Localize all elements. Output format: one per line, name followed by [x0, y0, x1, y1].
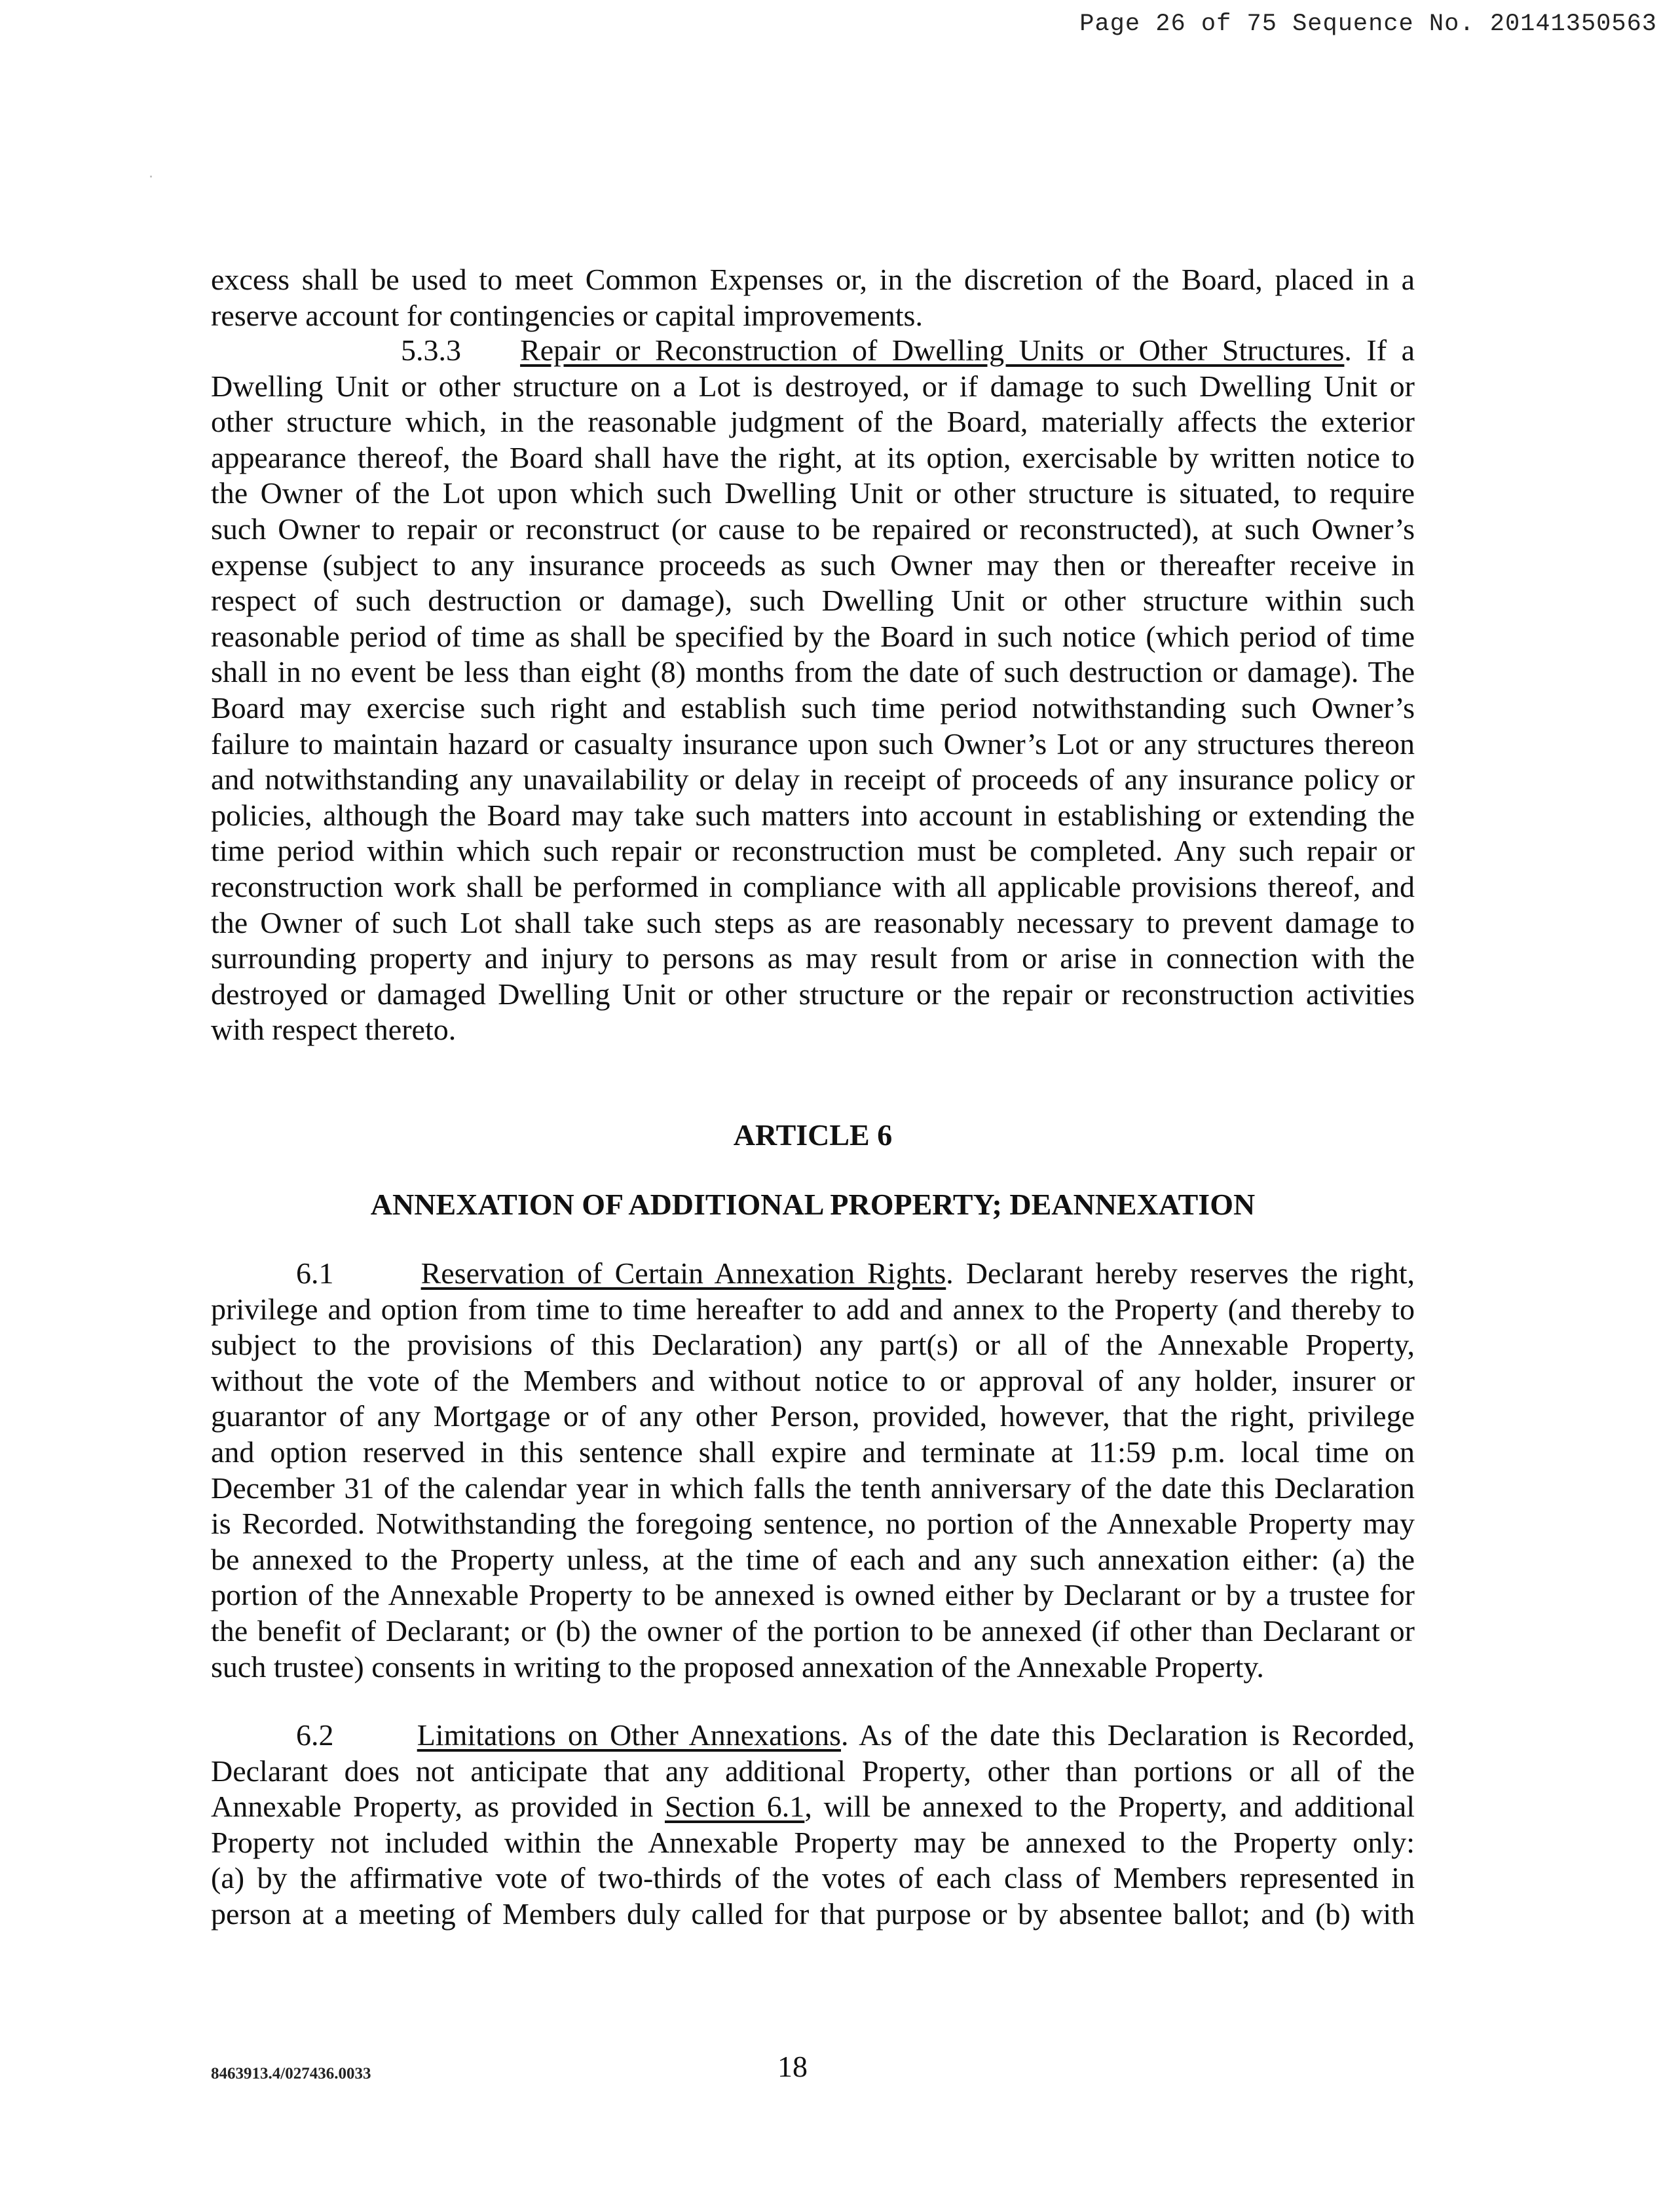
- section-first-line-rest: . Declarant hereby reserves the right,: [946, 1256, 1415, 1290]
- text-line: reasonable period of time as shall be specified by the Board in such notice (which period of time: [211, 619, 1415, 653]
- text-line: with respect thereto.: [211, 1013, 457, 1047]
- footer-page-number: 18: [777, 2050, 808, 2083]
- text-line: failure to maintain hazard or casualty insurance upon such Owner’s Lot or any structures thereon: [211, 726, 1415, 761]
- section-title: Repair or Reconstruction of Dwelling Units or Other Structures: [520, 333, 1345, 367]
- page-header: Page 26 of 75 Sequence No. 20141350563: [1079, 10, 1657, 38]
- text-line: and notwithstanding any unavailability or delay in receipt of proceeds of any insurance policy or: [211, 763, 1415, 797]
- text-line: privilege and option from time to time hereafter to add and annex to the Property (and thereby to: [211, 1292, 1415, 1326]
- scan-speck: [150, 176, 152, 178]
- text-line: Declarant does not anticipate that any additional Property, other than portions or all of the: [211, 1754, 1415, 1788]
- text-line: surrounding property and injury to persons as may result from or arise in connection with the: [211, 941, 1415, 975]
- text-line: portion of the Annexable Property to be annexed is owned either by Declarant or by a trustee for: [211, 1578, 1415, 1612]
- text-line: expense (subject to any insurance proceeds as such Owner may then or thereafter receive in: [211, 548, 1415, 582]
- article-number: ARTICLE 6: [733, 1118, 893, 1152]
- text-line: person at a meeting of Members duly called for that purpose or by absentee ballot; and (b) with: [211, 1896, 1415, 1931]
- text-line: and option reserved in this sentence shall expire and terminate at 11:59 p.m. local time on: [211, 1435, 1415, 1469]
- text-line: policies, although the Board may take such matters into account in establishing or extending the: [211, 798, 1415, 832]
- text-line: Dwelling Unit or other structure on a Lot is destroyed, or if damage to such Dwelling Unit or: [211, 369, 1415, 403]
- section-reference-link: Section 6.1: [664, 1790, 805, 1824]
- section-title: Reservation of Certain Annexation Rights: [420, 1256, 946, 1290]
- section-number: 6.2: [296, 1718, 334, 1752]
- text-line: guarantor of any Mortgage or of any other Person, provided, however, that the right, privilege: [211, 1399, 1415, 1433]
- text-line: destroyed or damaged Dwelling Unit or other structure or the repair or reconstruction activities: [211, 977, 1415, 1011]
- text-line: respect of such destruction or damage), such Dwelling Unit or other structure within such: [211, 584, 1415, 618]
- text-fragment: , will be annexed to the Property, and additional: [804, 1790, 1415, 1824]
- section-first-line-rest: . As of the date this Declaration is Recorded,: [841, 1718, 1415, 1752]
- text-line: subject to the provisions of this Declaration) any part(s) or all of the Annexable Property,: [211, 1328, 1415, 1362]
- section-number: 6.1: [296, 1256, 334, 1290]
- text-line: is Recorded. Notwithstanding the foregoing sentence, no portion of the Annexable Property may: [211, 1507, 1415, 1541]
- text-line: appearance thereof, the Board shall have the right, at its option, exercisable by written notice to: [211, 440, 1415, 474]
- footer-document-id: 8463913.4/027436.0033: [211, 2065, 371, 2082]
- text-line: excess shall be used to meet Common Expenses or, in the discretion of the Board, placed in a: [211, 263, 1415, 296]
- text-line: the Owner of such Lot shall take such steps as are reasonably necessary to prevent damage to: [211, 905, 1415, 939]
- text-line: other structure which, in the reasonable judgment of the Board, materially affects the exterior: [211, 405, 1415, 439]
- text-line: (a) by the affirmative vote of two-thirds of the votes of each class of Members represented in: [211, 1861, 1415, 1895]
- text-line: the benefit of Declarant; or (b) the owner of the portion to be annexed (if other than Declarant or: [211, 1613, 1415, 1648]
- text-line: shall in no event be less than eight (8) months from the date of such destruction or damage). The: [211, 655, 1415, 689]
- section-first-line: [211, 333, 1415, 369]
- text-line: such Owner to repair or reconstruct (or cause to be repaired or reconstructed), at such Owner’s: [211, 512, 1415, 546]
- article-title: ANNEXATION OF ADDITIONAL PROPERTY; DEANNEXATION: [370, 1188, 1256, 1221]
- text-line-with-reference: [211, 1789, 1415, 1825]
- text-line: the Owner of the Lot upon which such Dwelling Unit or other structure is situated, to require: [211, 476, 1415, 510]
- section-first-line: [211, 1718, 1415, 1754]
- section-5-3-3: [211, 333, 1415, 1048]
- text-line: Board may exercise such right and establish such time period notwithstanding such Owner’s: [211, 690, 1415, 725]
- text-line: reserve account for contingencies or capital improvements.: [211, 298, 923, 332]
- text-line: such trustee) consents in writing to the proposed annexation of the Annexable Property.: [211, 1649, 1264, 1684]
- section-title: Limitations on Other Annexations: [417, 1718, 842, 1752]
- text-line: without the vote of the Members and without notice to or approval of any holder, insurer or: [211, 1363, 1415, 1397]
- section-6-1: [211, 1256, 1415, 1685]
- section-number: 5.3.3: [401, 333, 461, 367]
- text-fragment: Annexable Property, as provided in: [211, 1790, 665, 1824]
- section-6-2: [211, 1718, 1415, 1932]
- text-line: be annexed to the Property unless, at the time of each and any such annexation either: (a) the: [211, 1542, 1415, 1576]
- section-first-line: [211, 1256, 1415, 1292]
- text-line: time period within which such repair or reconstruction must be completed. Any such repair or: [211, 834, 1415, 868]
- paragraph-excess: [211, 262, 1415, 333]
- text-line: reconstruction work shall be performed in compliance with all applicable provisions thereof, and: [211, 869, 1415, 903]
- text-line: December 31 of the calendar year in which falls the tenth anniversary of the date this Declaration: [211, 1471, 1415, 1505]
- section-first-line-rest: . If a: [1344, 333, 1415, 367]
- text-line: Property not included within the Annexable Property may be annexed to the Property only:: [211, 1825, 1415, 1859]
